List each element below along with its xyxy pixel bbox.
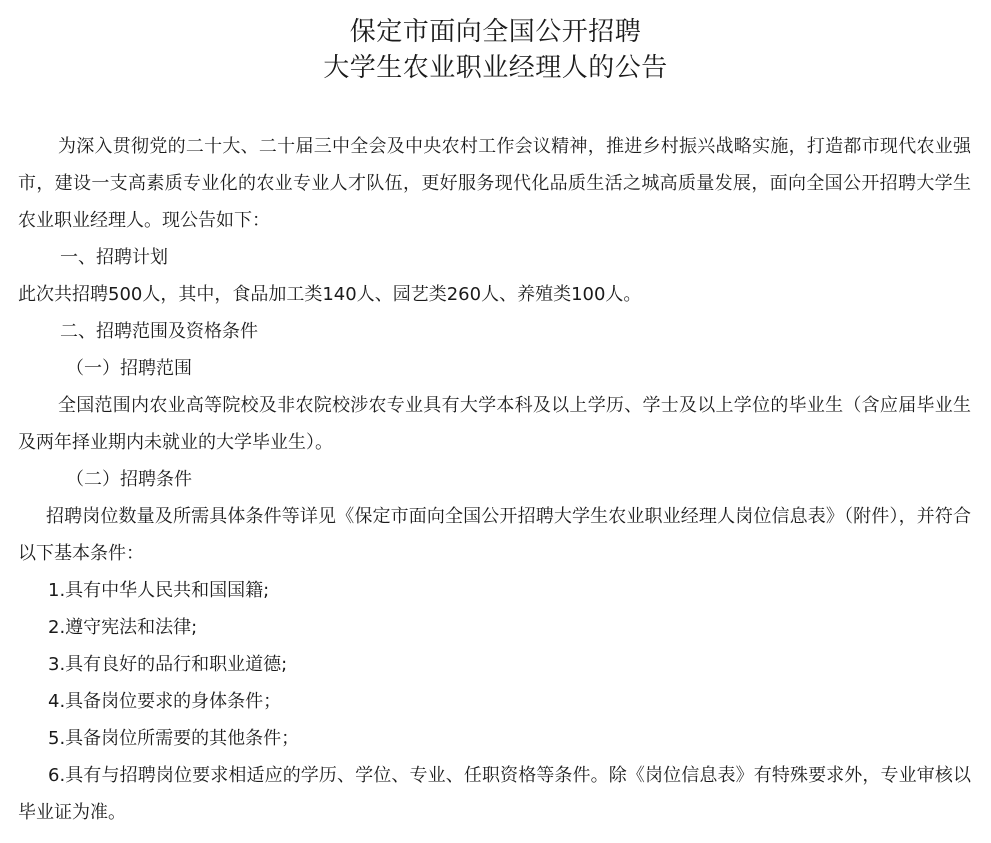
announcement-title [0,14,991,86]
section-1-heading: 一、招聘计划 [60,247,168,268]
section-1-text: 此次共招聘500人，其中，食品加工类140人、园艺类260人、养殖类100人。 [18,284,642,305]
section-2-heading: 二、招聘范围及资格条件 [60,321,258,342]
intro-paragraph: 为深入贯彻党的二十大、二十届三中全会及中央农村工作会议精神，推进乡村振兴战略实施，打造都市现代农业强市，建设一支高素质专业化的农业专业人才队伍，更好服务现代化品质生活之城高质量发展，面向全国公开招聘大学生农业职业经理人。现公告如下： [18,136,971,231]
condition-item: 1.具有中华人民共和国国籍; [48,580,270,601]
condition-item: 4.具备岗位要求的身体条件； [48,691,282,712]
condition-item: 5.具备岗位所需要的其他条件； [48,728,300,749]
condition-item: 3.具有良好的品行和职业道德; [48,654,288,675]
condition-item: 2.遵守宪法和法律; [48,617,198,638]
condition-item: 6.具有与招聘岗位要求相适应的学历、学位、专业、任职资格等条件。除《岗位信息表》有特殊要求外，专业审核以毕业证为准。 [18,765,971,823]
title-line-1: 保定市面向全国公开招聘 [349,17,642,47]
announcement-body [18,128,971,831]
subsection-1-text: 全国范围内农业高等院校及非农院校涉农专业具有大学本科及以上学历、学士及以上学位的毕业生（含应届毕业生及两年择业期内未就业的大学毕业生）。 [18,395,971,453]
subsection-2-text: 招聘岗位数量及所需具体条件等详见《保定市面向全国公开招聘大学生农业职业经理人岗位信息表》（附件），并符合以下基本条件： [18,506,971,564]
title-line-2: 大学生农业职业经理人的公告 [323,53,668,83]
subsection-1-heading: （一）招聘范围 [66,358,192,379]
subsection-2-heading: （二）招聘条件 [66,469,192,490]
